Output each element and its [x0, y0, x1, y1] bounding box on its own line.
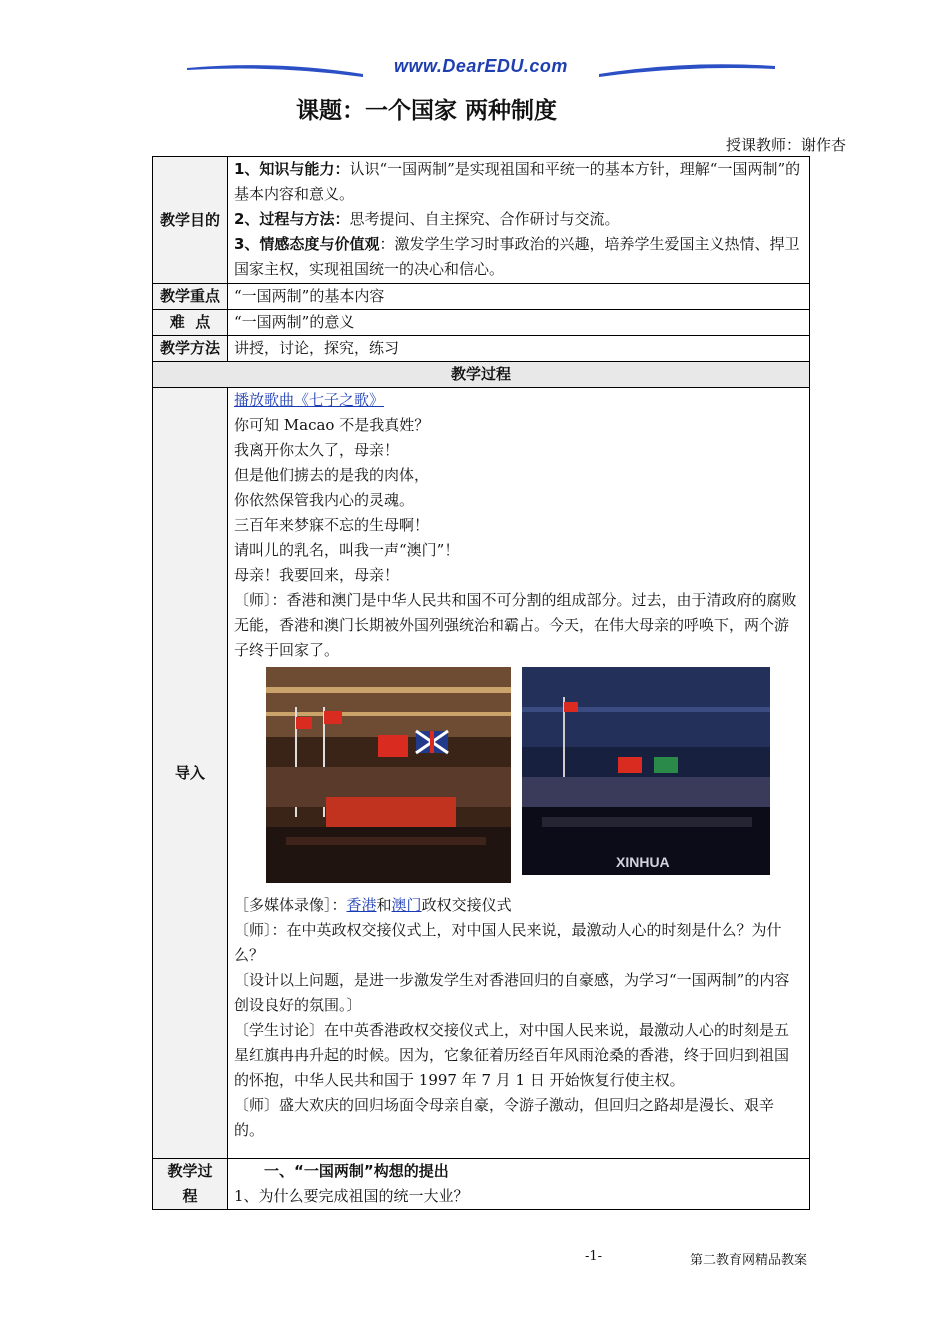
section-title: 一、“一国两制”构想的提出 [264, 1162, 449, 1180]
lesson-plan-table [152, 156, 810, 1210]
objectives-row [153, 157, 810, 284]
design-note: 〔设计以上问题，是进一步激发学生对香港回归的自豪感，为学习“一国两制”的内容创设良好的氛围。〕 [234, 971, 790, 1014]
method-text: 讲授，讨论，探究，练习 [228, 336, 810, 362]
media-line [234, 893, 803, 918]
key-point-label: 教学重点 [153, 284, 228, 310]
teacher-closing: 〔师〕盛大欢庆的回归场面令母亲自豪，令游子激动，但回归之路却是漫长、艰辛的。 [234, 1096, 775, 1139]
difficulty-row [153, 310, 810, 336]
difficulty-label: 难 点 [153, 310, 228, 336]
intro-row [153, 388, 810, 1159]
ceremony-photos [234, 667, 803, 887]
poem-line: 你依然保管我内心的灵魂。 [234, 491, 415, 509]
method-row [153, 336, 810, 362]
media-prefix: ［多媒体录像］： [234, 896, 347, 914]
objectives-content [228, 157, 810, 284]
page-number: -1- [585, 1249, 603, 1264]
objectives-label: 教学目的 [153, 157, 228, 284]
student-discussion: 〔学生讨论〕在中英香港政权交接仪式上，对中国人民来说，最激动人心的时刻是五星红旗冉冉升起的时候。因为，它象征着历经百年风雨沧桑的香港，终于回归到祖国的怀抱，中华人民共和国于 1997 年 7 月 1 日 开始恢复行使主权。 [234, 1021, 790, 1089]
hong-kong-ceremony-photo [266, 667, 511, 883]
objective-item [234, 232, 803, 282]
objective-heading: 2、过程与方法： [234, 210, 350, 228]
page-title: 课题：一个国家 两种制度 [296, 98, 558, 124]
hong-kong-link[interactable]: 香港 [346, 896, 377, 914]
process-header: 教学过程 [153, 362, 810, 388]
poem-line: 你可知 Macao 不是我真姓？ [234, 416, 430, 434]
key-point-text: “一国两制”的基本内容 [228, 284, 810, 310]
method-label: 教学方法 [153, 336, 228, 362]
objective-heading: 3、情感态度与价值观 [234, 235, 380, 253]
process-item: 1、为什么要完成祖国的统一大业？ [234, 1187, 469, 1205]
photo-watermark: XINHUA [616, 854, 670, 870]
process-label: 教学过程 [153, 1159, 228, 1210]
macau-ceremony-photo [522, 667, 770, 875]
media-suffix: 政权交接仪式 [421, 896, 512, 914]
objective-heading: 1、知识与能力： [234, 160, 350, 178]
song-link[interactable]: 播放歌曲《七子之歌》 [234, 391, 385, 409]
process-header-row [153, 362, 810, 388]
intro-label: 导入 [153, 388, 228, 1159]
teacher-name: 授课教师：谢作杏 [725, 136, 846, 154]
difficulty-text: “一国两制”的意义 [228, 310, 810, 336]
teacher-question: 〔师〕：在中英政权交接仪式上，对中国人民来说，最激动人心的时刻是什么？为什么？ [234, 921, 782, 964]
footer-site: 第二教育网精品教案 [690, 1253, 808, 1268]
hong-kong-ceremony-image [266, 667, 511, 883]
process-row [153, 1159, 810, 1210]
poem-line: 三百年来梦寐不忘的生母啊！ [234, 516, 430, 534]
brand-banner [185, 56, 777, 84]
poem-line: 我离开你太久了，母亲！ [234, 441, 400, 459]
teacher-intro-text: 〔师〕：香港和澳门是中华人民共和国不可分割的组成部分。过去，由于清政府的腐败无能，香港和澳门长期被外国列强统治和霸占。今天，在伟大母亲的呼唤下，两个游子终于回家了。 [234, 591, 797, 659]
poem-line: 但是他们掳去的是我的肉体， [234, 466, 430, 484]
objective-text: ：激发学生学习时事政治的兴趣，培养学生爱国主义热情、捍卫国家主权，实现祖国统一的决心和信心。 [234, 235, 800, 278]
poem-line: 请叫儿的乳名，叫我一声“澳门”！ [234, 541, 460, 559]
macau-link[interactable]: 澳门 [391, 896, 422, 914]
objective-text: 认识“一国两制”是实现祖国和平统一的基本方针，理解“一国两制”的基本内容和意义。 [234, 160, 801, 203]
site-logo-text: www.DearEDU.com [394, 56, 568, 76]
poem-line: 母亲！我要回来，母亲！ [234, 566, 400, 584]
intro-content [228, 388, 810, 1159]
objective-item [234, 207, 803, 232]
objective-text: 思考提问、自主探究、合作研讨与交流。 [349, 210, 620, 228]
key-point-row [153, 284, 810, 310]
objective-item [234, 157, 803, 207]
media-and: 和 [376, 896, 392, 914]
macau-ceremony-image [522, 667, 770, 875]
process-content [228, 1159, 810, 1210]
